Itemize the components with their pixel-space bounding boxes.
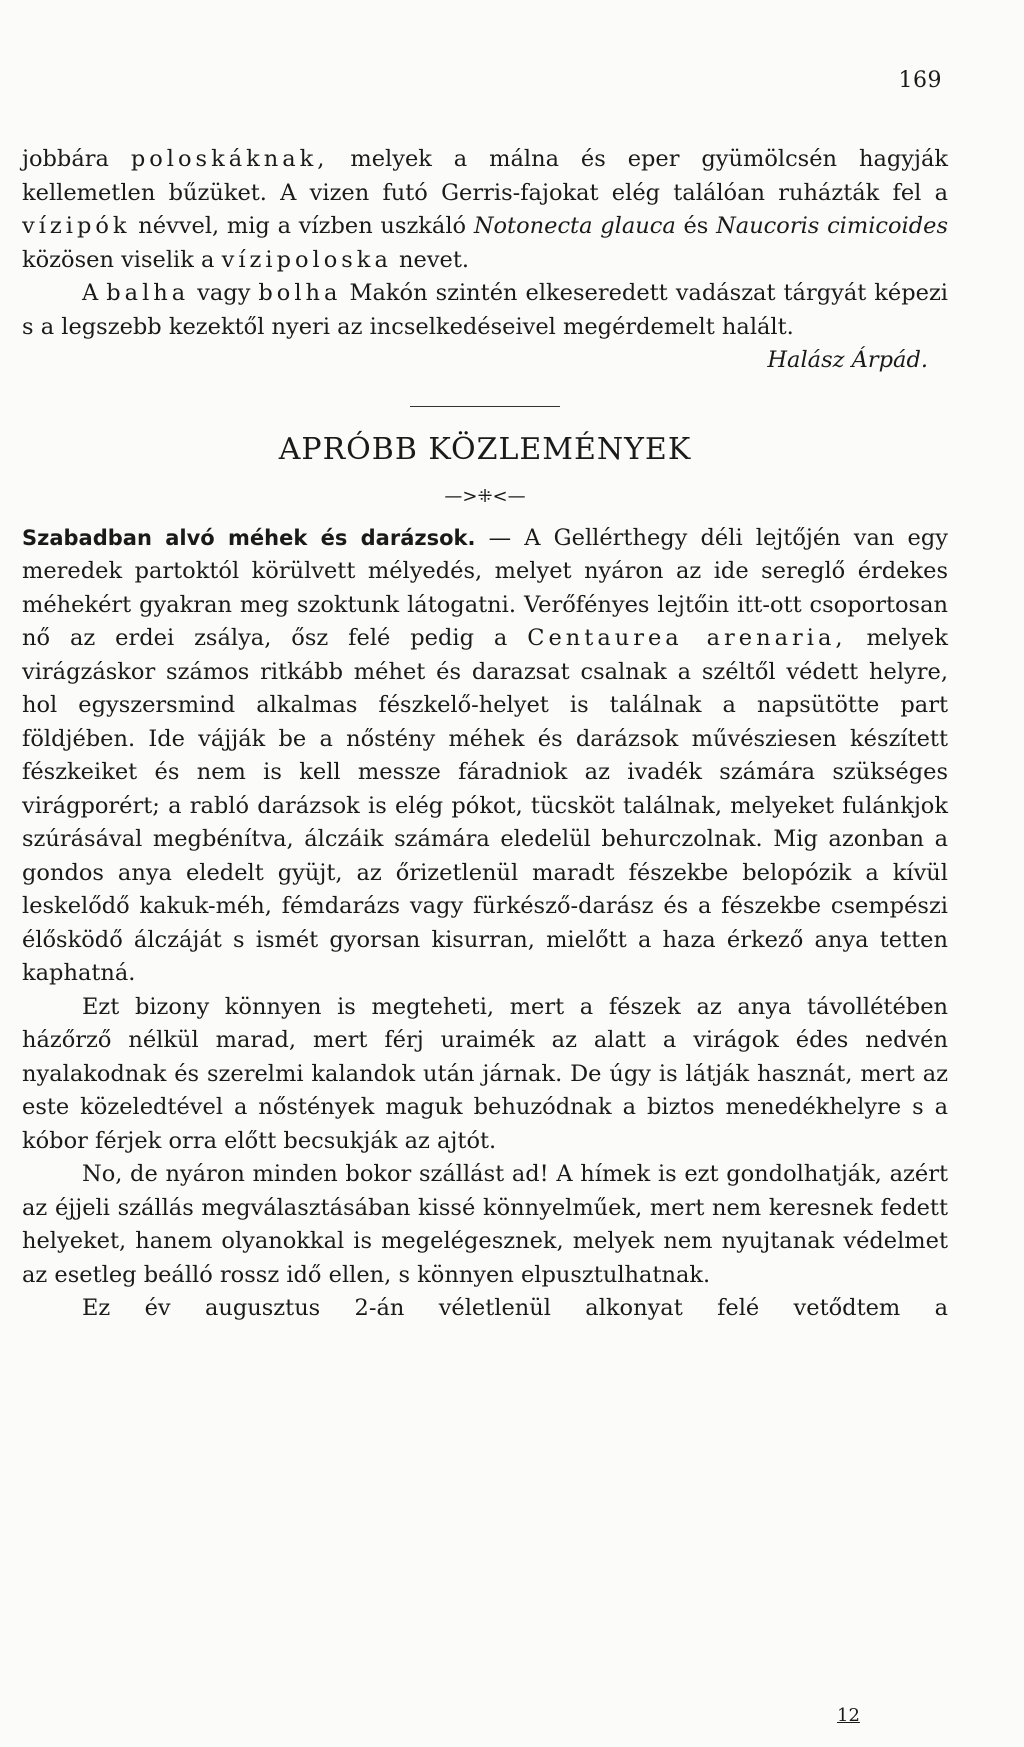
section-divider xyxy=(410,406,560,407)
article-paragraph-3: No, de nyáron minden bokor szállást ad! A hímek is ezt gondolhatják, azért az éjjeli szállás megválasztásában kissé könnyelműek, mert nem keresnek fedett helyeket, hanem olyanokkal is megelégesznek, melyek nem nyujtanak védelmet az esetleg beálló rossz idő ellen, s könnyen elpusztulhatnak. xyxy=(22,1161,948,1288)
article-paragraph-4: Ez év augusztus 2-án véletlenül alkonyat felé vetődtem a xyxy=(82,1295,948,1321)
ornament: —>⁜<— xyxy=(444,486,526,507)
paragraph-bugs: jobbára poloskáknak, melyek a málna és eper gyümölcsén hagyják kellemetlen bűzüket. A vizen futó Gerris-fajokat elég találóan ruházták fel a vízipók névvel, mig a vízben uszkáló Notonecta glauca és Naucoris cimicoides közösen viselik a vízipoloska nevet. xyxy=(22,146,948,273)
article-title: Szabadban alvó méhek és darázsok. xyxy=(22,525,476,550)
paragraph-flea: A balha vagy bolha Makón szintén elkeseredett vadászat tárgyát képezi s a legszebb kezektől nyeri az incselkedéseivel megérdemelt halált. xyxy=(22,280,948,340)
author-signature: Halász Árpád. xyxy=(767,347,928,373)
page-body xyxy=(22,143,948,1326)
page-number: 169 xyxy=(898,68,942,93)
article-paragraph-2: Ezt bizony könnyen is megteheti, mert a fészek az anya távollétében házőrző nélkül marad, mert férj uraimék az alatt a virágok édes nedvén nyalakodnak és szerelmi kalandok után járnak. De úgy is látják hasznát, mert az este közeledtével a nőstények maguk behuzódnak a biztos menedékhelyre s a kóbor férjek orra előtt becsukják az ajtót. xyxy=(22,993,948,1154)
article-paragraph-1: Szabadban alvó méhek és darázsok. — A Gellérthegy déli lejtőjén van egy meredek partoktól körülvett mélyedés, melyet nyáron az ide sereglő érdekes méhekért gyakran meg szoktunk látogatni. Verőfényes lejtőin itt-ott csoportosan nő az erdei zsálya, ősz felé pedig a Centaurea arenaria, melyek virágzáskor számos ritkább méhet és darazsat csalnak a széltől védett helyre, hol egyszersmind alkalmas fészkelő-helyet is találnak a napsütötte part földjében. Ide vájják be a nőstény méhek és darázsok művésziesen készített fészkeiket és nem is kell messze fáradniok az ivadék számára szükséges virágporért; a rabló darázsok is elég pókot, tücsköt találnak, melyeket fulánkjok szúrásával megbénítva, álczáik számára eledelül behurczolnak. Mig azonban a gondos anya eledelt gyüjt, az őrizetlenül maradt fészekbe belopózik a kívül leskelődő kakuk-méh, fémdarázs vagy fürkésző-darász és a fészekbe csempészi élősködő álczáját s ismét gyorsan kisurran, mielőtt a haza érkező anya tetten kaphatná. xyxy=(22,524,948,986)
section-heading: APRÓBB KÖZLEMÉNYEK xyxy=(278,431,692,467)
sheet-signature-mark: 12 xyxy=(837,1705,860,1726)
